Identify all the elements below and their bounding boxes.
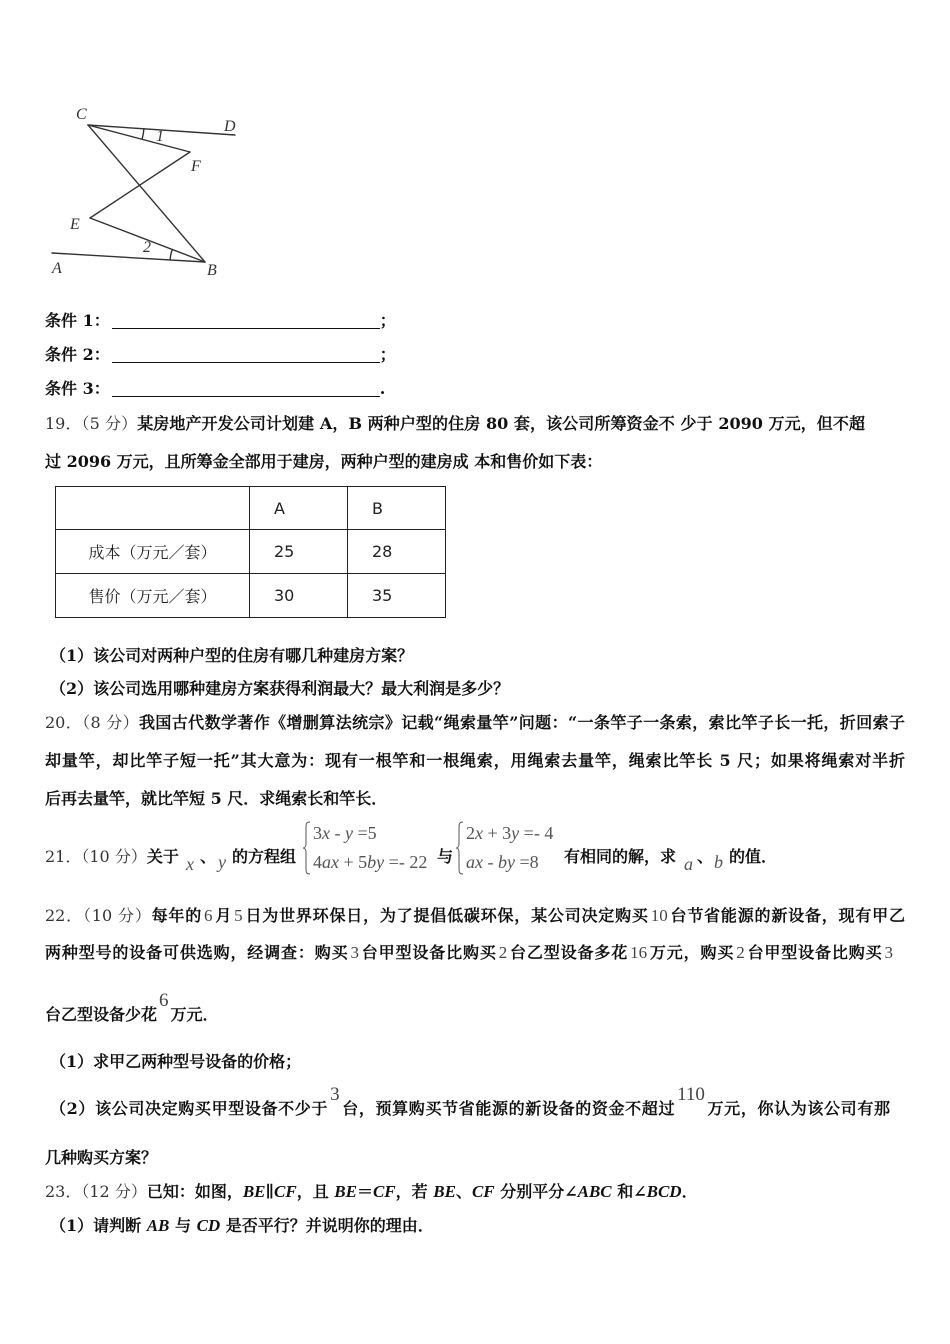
sub-question-text: （2）该公司决定购买甲型设备不少于 (50, 1099, 329, 1118)
separator: 、 (200, 847, 217, 866)
geometry-figure (40, 95, 260, 285)
segment-label: BE (334, 1182, 357, 1201)
eq-variable: a (322, 852, 331, 872)
table-cell: 28 (348, 530, 446, 574)
left-brace-icon (455, 821, 465, 875)
eq-variable: a (466, 852, 475, 872)
condition-label: 条件 1： (45, 311, 110, 330)
condition-end: ； (379, 345, 396, 364)
question-text: 我国古代数学著作《增删算法统宗》记载“绳索量竿”问题：“一条竿子一条索，索比竿子长一托，折回索子 (139, 713, 905, 732)
number: 6 (159, 990, 169, 1011)
question-text: 分别平分∠ (494, 1182, 578, 1201)
number: 3 (350, 943, 359, 962)
question-21 (0, 815, 950, 880)
number: 2 (736, 943, 745, 962)
variable-y: y (218, 852, 226, 872)
condition-label: 条件 3： (45, 379, 110, 398)
eq-variable: x (475, 823, 483, 843)
q22-line-1 (45, 905, 905, 927)
label-point-b: B (207, 262, 217, 279)
question-score: （8 分） (82, 713, 139, 732)
equation: 3x - y =5 (313, 823, 377, 843)
question-text: 关于 (146, 847, 179, 866)
question-text: 有相同的解，求 (564, 847, 677, 866)
eq-variable: y (511, 823, 520, 843)
answer-blank (112, 347, 380, 363)
table-row (56, 530, 446, 574)
variable-x: x (186, 854, 194, 874)
eq-variable: b (498, 852, 507, 872)
equals-symbol: ＝ (356, 1182, 373, 1201)
sub-question-text: （1）求甲乙两种型号设备的价格； (50, 1052, 302, 1071)
question-text: 过 2096 万元，且所筹金全部用于建房，两种户型的建房成 本和售价如下表： (45, 452, 603, 471)
number: 3 (884, 943, 893, 962)
segment-label: CF (372, 1182, 396, 1201)
answer-blank (112, 313, 380, 329)
question-text: 台乙型设备多花 (509, 943, 629, 962)
number: 110 (677, 1084, 705, 1105)
question-number: 20． (45, 713, 83, 732)
question-text: 两种型号的设备可供选购，经调查：购买 (45, 943, 349, 962)
question-text: 与 (437, 847, 454, 866)
table-header-cell: A (250, 487, 348, 530)
q22-sub-1 (50, 1051, 301, 1073)
question-text: 万元，购买 (649, 943, 735, 962)
condition-1 (45, 310, 396, 332)
question-text: 和∠ (611, 1182, 647, 1201)
eq-variable: y (507, 852, 515, 872)
question-text: 的值． (729, 847, 778, 866)
label-point-f: F (191, 158, 201, 175)
question-text: 的方程组 (232, 847, 297, 866)
number: 2 (498, 943, 508, 962)
segment-label: CF (274, 1182, 297, 1201)
sub-question-text: （1）请判断 (50, 1216, 147, 1235)
sub-question-text: 是否平行？并说明你的理由． (220, 1216, 434, 1235)
question-score: （10 分） (81, 847, 147, 866)
q19-line-1 (45, 413, 865, 435)
line-ab (52, 253, 205, 262)
question-text: ，且 (296, 1182, 335, 1201)
condition-end: . (379, 379, 386, 398)
label-point-e: E (70, 216, 80, 233)
label-point-c: C (76, 106, 87, 123)
angle-2-arc (170, 250, 172, 260)
eq-variable: x (322, 823, 330, 843)
q19-sub-1 (50, 645, 413, 667)
number: 5 (234, 906, 243, 925)
label-point-a: A (52, 260, 62, 277)
question-number: 19． (45, 414, 82, 433)
q22-line-3 (45, 990, 219, 1026)
table-cell: 25 (250, 530, 348, 574)
condition-2 (45, 344, 396, 366)
q19-line-2 (45, 451, 602, 473)
cost-price-table (55, 486, 446, 618)
question-text: 、 (455, 1182, 472, 1201)
question-text: 某房地产开发公司计划建 A，B 两种户型的住房 80 套，该公司所筹资金不 少于 2090 万元，但不超 (137, 414, 865, 433)
question-text: 台甲型设备比购买 (746, 943, 883, 962)
variable-b: b (714, 852, 723, 872)
equation: 4ax + 5by =- 22 (313, 852, 428, 872)
number: 16 (630, 943, 648, 962)
angle-1-arc (142, 129, 144, 140)
eq-variable: x (475, 852, 483, 872)
q20-line-2 (45, 750, 905, 772)
condition-label: 条件 2： (45, 345, 110, 364)
eq-variable: y (376, 852, 385, 872)
separator: 、 (697, 847, 714, 866)
segment-label: CD (196, 1216, 221, 1235)
table-header-row (56, 487, 446, 530)
answer-blank (112, 381, 380, 397)
q20-line-3 (45, 788, 387, 810)
sub-question-text: 与 (169, 1216, 197, 1235)
condition-end: ； (379, 311, 396, 330)
table-header-cell: B (348, 487, 446, 530)
q23-line-1 (45, 1181, 698, 1203)
equation: ax - by =8 (466, 852, 539, 872)
table-cell: 成本（万元／套） (56, 530, 250, 574)
question-text: 已知：如图， (146, 1182, 243, 1201)
question-score: （5 分） (81, 414, 138, 433)
q22-line-2 (45, 942, 895, 964)
label-angle-1: 1 (156, 128, 164, 145)
q21-prefix (45, 846, 179, 868)
question-text: ，若 (395, 1182, 434, 1201)
parallel-symbol: ∥ (265, 1182, 274, 1201)
variable-a: a (684, 854, 693, 874)
question-text: 台乙型设备少花 (45, 1005, 158, 1024)
table-row (56, 574, 446, 618)
number: 6 (204, 906, 213, 925)
question-text: 日为世界环保日，为了提倡低碳环保，某公司决定购买 (244, 906, 649, 925)
question-text: 却量竿，却比竿子短一托”其大意为：现有一根竿和一根绳索，用绳索去量竿，绳索比竿长 5 尺；如果将绳索对半折 (45, 751, 905, 770)
q22-sub-2-line-2 (45, 1147, 157, 1169)
q19-sub-2 (50, 678, 509, 700)
eq-variable: x (331, 852, 339, 872)
sub-question-text: 几种购买方案？ (45, 1148, 158, 1167)
q22-sub-2-line-1 (50, 1084, 890, 1120)
question-score: （12 分） (81, 1182, 147, 1201)
number: 10 (650, 906, 668, 925)
sub-question-text: 万元，你认为该公司有那 (706, 1099, 890, 1118)
question-text: 每年的 (151, 906, 203, 925)
label-point-d: D (224, 118, 236, 135)
question-number: 23． (45, 1182, 82, 1201)
question-number: 22． (45, 906, 83, 925)
segment-label: BE (242, 1182, 266, 1201)
question-text: 月 (214, 906, 233, 925)
number: 3 (330, 1084, 340, 1105)
segment-label: CF (471, 1182, 495, 1201)
question-text: 后再去量竿，就比竿短 5 尺．求绳索长和竿长． (45, 789, 388, 808)
sub-question-text: （1）该公司对两种户型的住房有哪几种建房方案？ (50, 646, 414, 665)
q20-line-1 (45, 712, 905, 734)
question-text: ． (681, 1182, 698, 1201)
segment-label: BE (433, 1182, 456, 1201)
question-text: 台节省能源的新设备，现有甲乙 (669, 906, 905, 925)
sub-question-text: （2）该公司选用哪种建房方案获得利润最大？最大利润是多少？ (50, 679, 510, 698)
question-text: 台甲型设备比购买 (360, 943, 497, 962)
label-angle-2: 2 (143, 239, 151, 256)
equation: 2x + 3y =- 4 (466, 823, 554, 843)
segment-label: AB (146, 1216, 170, 1235)
table-cell: 30 (250, 574, 348, 618)
question-text: 万元． (170, 1005, 219, 1024)
angle-label: BCD (646, 1182, 682, 1201)
left-brace-icon (302, 821, 312, 875)
table-cell: 售价（万元／套） (56, 574, 250, 618)
condition-3 (45, 378, 385, 400)
question-score: （10 分） (82, 906, 152, 925)
eq-variable: y (345, 823, 353, 843)
question-number: 21． (45, 847, 82, 866)
q23-sub-1 (50, 1215, 434, 1237)
sub-question-text: 台，预算购买节省能源的新设备的资金不超过 (341, 1099, 676, 1118)
eq-variable: b (367, 852, 377, 872)
table-cell: 35 (348, 574, 446, 618)
table-header-cell (56, 487, 250, 530)
angle-label: ABC (577, 1182, 612, 1201)
